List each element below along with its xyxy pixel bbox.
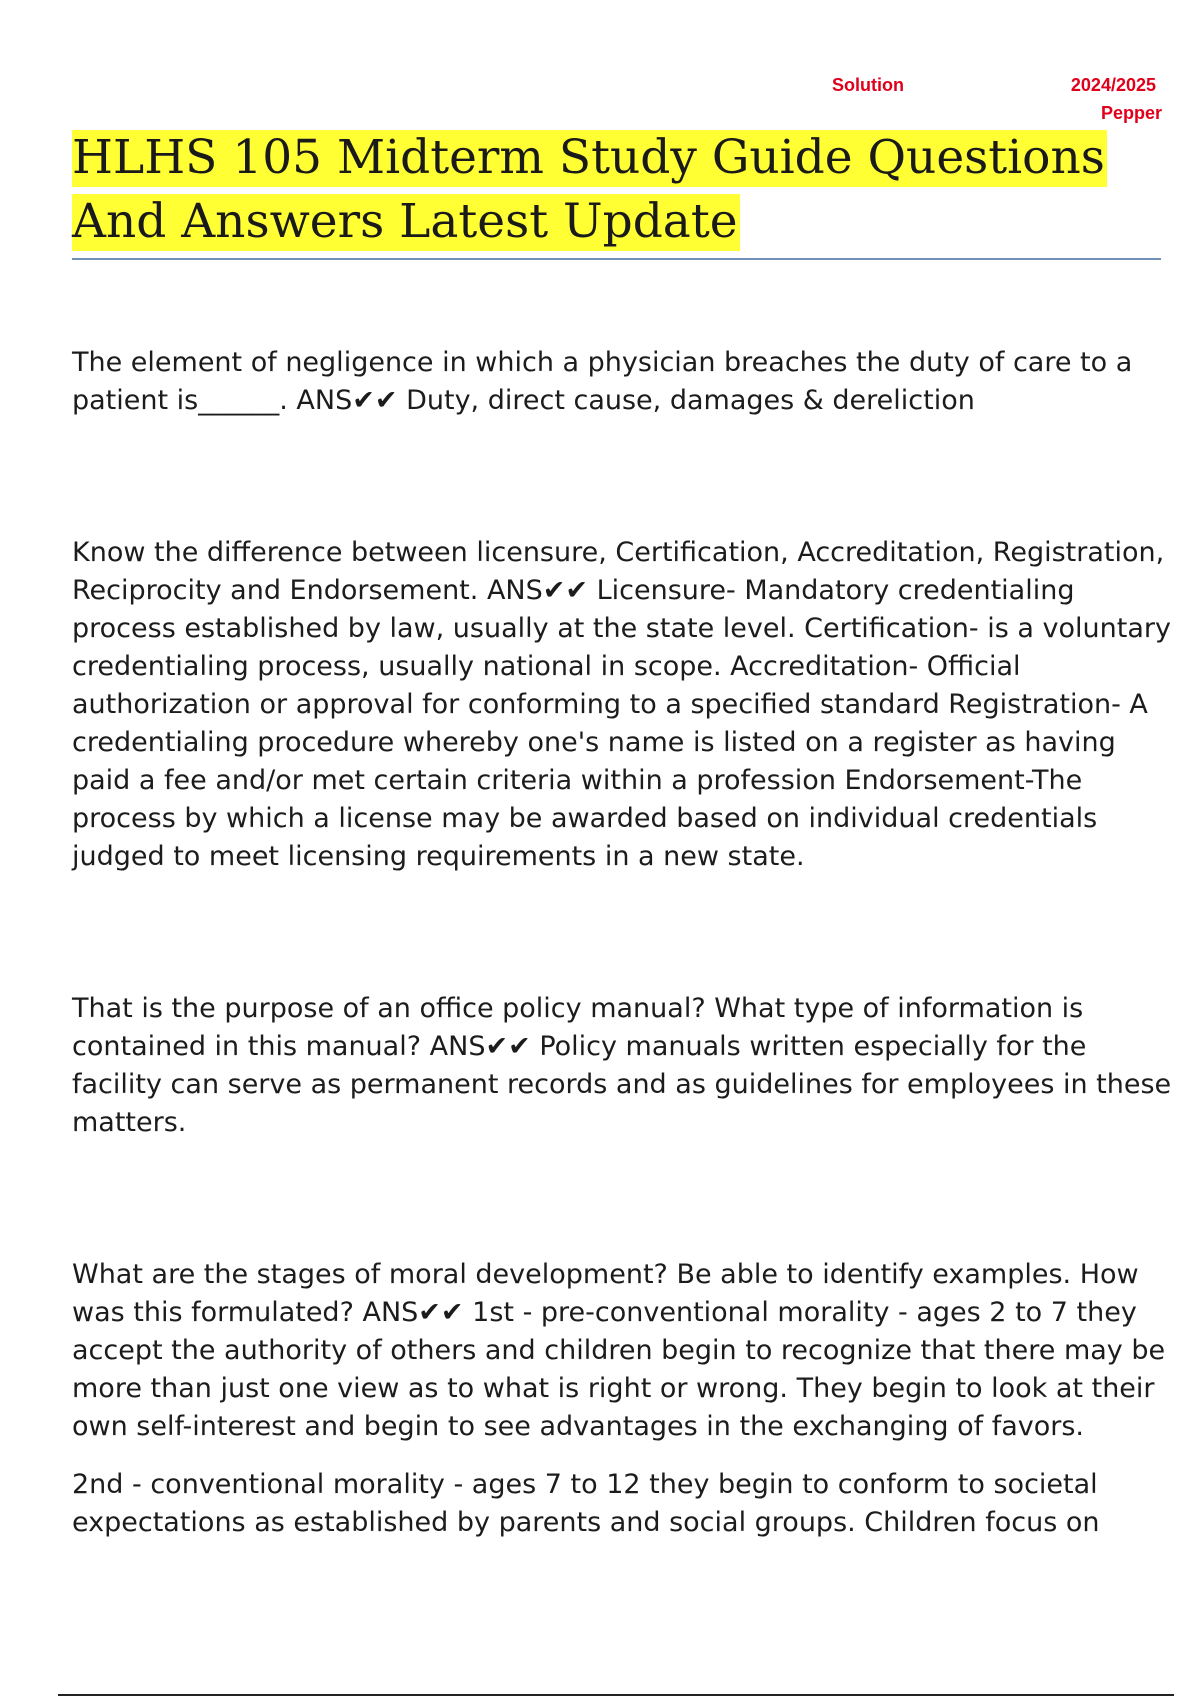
title-divider bbox=[72, 258, 1161, 260]
author-label: Pepper bbox=[1100, 103, 1162, 123]
question-text: That is the purpose of an office policy manual? What type of information is contained in this manual? bbox=[72, 993, 1084, 1062]
answer-text: 1st - pre-conventional morality - ages 2 to 7 they accept the authority of others and children begin to recognize that there may be more than just one view as to what is right or wrong. They begin to look at their own self-interest and begin to see advantages in the exchanging of favors. bbox=[72, 1297, 1166, 1442]
qa-continuation: 2nd - conventional morality - ages 7 to 12 they begin to conform to societal expectations as established by parents and social groups. Children focus on bbox=[72, 1469, 1100, 1538]
answer-marker: ANS✔✔ bbox=[486, 575, 589, 606]
answer-text: Policy manuals written especially for the facility can serve as permanent records and as guidelines for employees in these matters. bbox=[72, 1031, 1172, 1138]
document-title bbox=[72, 126, 1162, 254]
answer-text: Licensure- Mandatory credentialing process established by law, usually at the state level. Certification- is a voluntary credentialing process, usually national in scope. Accreditation- Official authorization or approval for conforming to a specified standard Registration- A credentialing procedure whereby one's name is listed on a register as having paid a fee and/or met certain criteria within a profession Endorsement-The process by which a license may be awarded based on individual credentials judged to meet licensing requirements in a new state. bbox=[72, 575, 1171, 872]
answer-marker: ANS✔✔ bbox=[296, 385, 398, 416]
qa-item-4 bbox=[72, 1256, 1172, 1446]
title-block bbox=[72, 126, 1162, 254]
answer-marker: ANS✔✔ bbox=[362, 1297, 464, 1328]
question-text: What are the stages of moral development? Be able to identify examples. How was this formulated? bbox=[72, 1259, 1139, 1328]
answer-text: Duty, direct cause, damages & dereliction bbox=[406, 385, 975, 416]
question-text: The element of negligence in which a physician breaches the duty of care to a patient is______. bbox=[72, 347, 1133, 416]
qa-item-1 bbox=[72, 344, 1172, 420]
qa-content bbox=[72, 344, 1172, 1542]
qa-item-2 bbox=[72, 534, 1172, 876]
qa-item-3 bbox=[72, 990, 1172, 1142]
question-text: Know the difference between licensure, Certification, Accreditation, Registration, Reciprocity and Endorsement. bbox=[72, 537, 1165, 606]
title-highlight: HLHS 105 Midterm Study Guide Questions And Answers Latest Update bbox=[72, 130, 1105, 249]
year-label: 2024/2025 bbox=[1070, 75, 1156, 95]
answer-marker: ANS✔✔ bbox=[429, 1031, 531, 1062]
footer-divider bbox=[58, 1694, 1174, 1696]
solution-label: Solution bbox=[832, 75, 904, 95]
header-meta bbox=[802, 72, 1162, 132]
